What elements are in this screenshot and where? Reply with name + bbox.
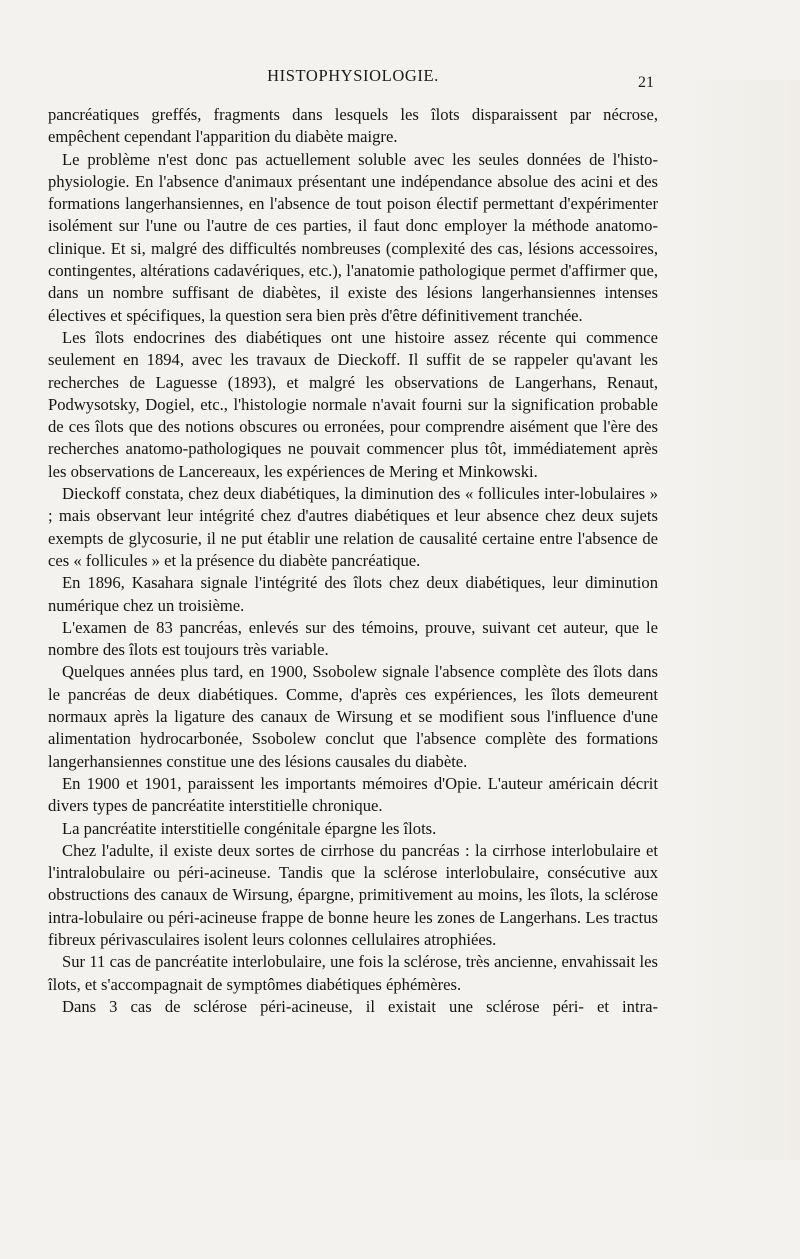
paragraph: La pancréatite interstitielle congénitale épargne les îlots. (62, 818, 437, 838)
body-text (48, 104, 658, 1018)
paragraph: pancréatiques greffés, fragments dans lesquels les îlots disparaissent par nécrose, empêchent cependant l'apparition du diabète maigre. (48, 105, 658, 147)
paragraph: L'examen de 83 pancréas, enlevés sur des témoins, prouve, suivant cet auteur, que le nombre des îlots est toujours très variable. (48, 617, 658, 660)
paragraph: Dans 3 cas de sclérose péri-acineuse, il existait une sclérose péri- et intra- (62, 996, 658, 1016)
paragraph: Les îlots endocrines des diabétiques ont une histoire assez récente qui commence seulement en 1894, avec les travaux de Dieckoff. Il suffit de se rappeler qu'avant les recherches de Laguesse (1893), et malgré les observations de Langerhans, Renaut, Podwysotsky, Dogiel, etc., l'histologie normale n'avait fourni sur la signification probable de ces îlots que des notions obscures ou erronées, pour comprendre aisément que l'ère des recherches anatomo-pathologiques ne pouvait commencer plus tôt, immédiatement après les observations de Lancereaux, les expériences de Mering et Minkowski. (48, 327, 658, 481)
paragraph: En 1896, Kasahara signale l'intégrité des îlots chez deux diabétiques, leur diminution numérique chez un troisième. (48, 573, 658, 615)
page-header (48, 66, 658, 92)
page-number: 21 (638, 74, 654, 91)
paragraph: Dieckoff constata, chez deux diabétiques, la diminution des « follicules inter-lobulaires » ; mais observant leur intégrité chez d'autres diabétiques et leur absence chez deux sujets exempts de glycosurie, il ne put établir une relation de causalité certaine entre l'absence de ces « follicules » et la présence du diabète pancréatique. (48, 484, 658, 570)
paragraph: En 1900 et 1901, paraissent les importants mémoires d'Opie. L'auteur américain décrit divers types de pancréatite interstitielle chronique. (48, 773, 658, 816)
paragraph: Sur 11 cas de pancréatite interlobulaire, une fois la sclérose, très ancienne, envahissait les îlots, et s'accompagnait de symptômes diabétiques éphémères. (48, 952, 658, 994)
paragraph: Le problème n'est donc pas actuellement soluble avec les seules données de l'histo-physiologie. En l'absence d'animaux présentant une indépendance absolue des acini et des formations langerhansiennes, en l'absence de tout poison électif permettant d'expérimenter isolément sur l'une ou l'autre de ces parties, il faut donc employer la méthode anatomo-clinique. Et si, malgré des difficultés nombreuses (complexité des cas, lésions accessoires, contingentes, altérations cadavériques, etc.), l'anatomie pathologique permet d'affirmer que, dans un nombre suffisant de diabètes, il existe des lésions langerhansiennes intenses électives et spécifiques, la question sera bien près d'être définitivement tranchée. (48, 149, 658, 325)
paragraph: Chez l'adulte, il existe deux sortes de cirrhose du pancréas : la cirrhose interlobulaire et l'intralobulaire ou péri-acineuse. Tandis que la sclérose interlobulaire, consécutive aux obstructions des canaux de Wirsung, épargne, primitivement au moins, les îlots, la sclérose intra-lobulaire ou péri-acineuse frappe de bonne heure les zones de Langerhans. Les tractus fibreux périvasculaires isolent leurs colonnes cellulaires atrophiées. (48, 840, 658, 949)
running-title: HISTOPHYSIOLOGIE. (267, 66, 439, 85)
show-through-shading (682, 80, 800, 1160)
paragraph: Quelques années plus tard, en 1900, Ssobolew signale l'absence complète des îlots dans le pancréas de deux diabétiques. Comme, d'après ces expériences, les îlots demeurent normaux après la ligature des canaux de Wirsung et se modifient sous l'influence d'une alimentation hydrocarbonée, Ssobolew conclut que l'absence complète des formations langerhansiennes constitue une des lésions causales du diabète. (48, 662, 658, 771)
